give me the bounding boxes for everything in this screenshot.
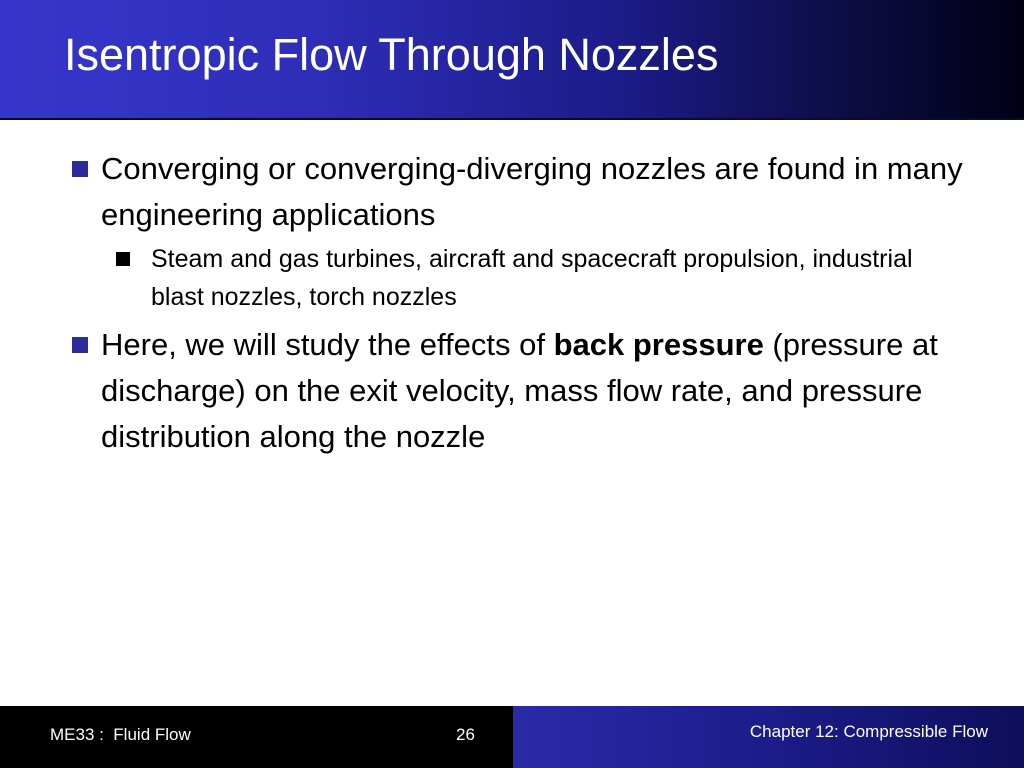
square-bullet-icon [72, 161, 88, 177]
footer-course: ME33 : Fluid Flow [50, 725, 191, 744]
slide-content [70, 146, 970, 460]
bullet-text-start: Here, we will study the effects of [101, 327, 554, 362]
bullet-text: Converging or converging-diverging nozzles are found in many engineering applications [101, 151, 963, 232]
slide-title: Isentropic Flow Through Nozzles [64, 29, 719, 80]
square-bullet-icon [116, 252, 130, 266]
footer-chapter: Chapter 12: Compressible Flow [749, 722, 988, 741]
title-bar [0, 0, 1024, 120]
page-number: 26 [456, 725, 475, 744]
sub-bullet-text: Steam and gas turbines, aircraft and spacecraft propulsion, industrial blast nozzles, torch nozzles [151, 245, 913, 311]
bullet-item [70, 322, 970, 460]
footer [0, 706, 1024, 768]
footer-chapter-panel [513, 706, 1024, 768]
sub-bullet-item [116, 240, 970, 316]
bullet-item [70, 146, 970, 238]
bullet-bold-text: back pressure [553, 327, 764, 362]
bullet-text-end: (pressure at discharge) on the exit velocity, mass flow rate, and pressure distribution along the nozzle [101, 327, 938, 454]
square-bullet-icon [72, 337, 88, 353]
